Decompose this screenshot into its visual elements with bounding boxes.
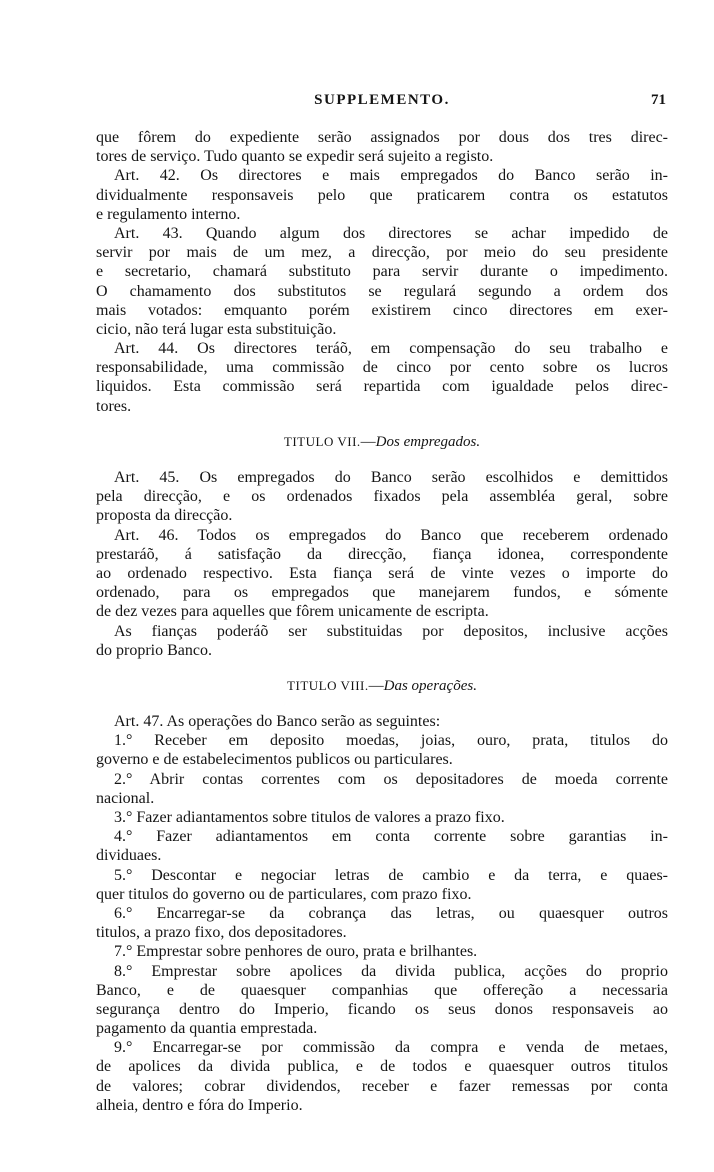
section-title — [96, 432, 668, 451]
text-line: dividualmente responsaveis pelo que praticarem contra os estatutos — [96, 186, 668, 204]
text-line: As fianças poderáõ ser substituidas por depositos, inclusive acções — [114, 622, 668, 640]
document-body — [96, 128, 668, 1115]
text-line: 9.° Encarregar-se por commissão da compra e venda de metaes, — [114, 1039, 668, 1057]
text-line: pela direcção, e os ordenados fixados pela assembléa geral, sobre — [96, 488, 668, 506]
text-line: pagamento da quantia emprestada. — [96, 1020, 318, 1038]
text-line: de dez vezes para aquelles que fôrem unicamente de escripta. — [96, 603, 489, 621]
text-line: ordenado, para os empregados que manejarem fundos, e sómente — [96, 584, 668, 602]
text-line: prestaráõ, á satisfação da direcção, fiança idonea, correspondente — [96, 545, 668, 563]
text-line: titulos, a prazo fixo, dos depositadores. — [96, 924, 347, 942]
text-line: governo e de estabelecimentos publicos ou particulares. — [96, 751, 453, 769]
text-line: Art. 46. Todos os empregados do Banco que receberem ordenado — [114, 526, 668, 544]
text-line: O chamamento dos substitutos se regulará segundo a ordem dos — [96, 282, 668, 300]
text-line: 8.° Emprestar sobre apolices da divida publica, acções do proprio — [114, 962, 668, 980]
text-line: de valores; cobrar dividendos, receber e fazer remessas por conta — [96, 1077, 668, 1095]
text-line: servir por mais de um mez, a direcção, por meio do seu presidente — [96, 244, 668, 262]
text-line: segurança dentro do Imperio, ficando os seus donos responsaveis ao — [96, 1000, 668, 1018]
page-number: 71 — [651, 92, 666, 108]
text-line: e regulamento interno. — [96, 205, 241, 223]
text-line: do proprio Banco. — [96, 641, 212, 659]
text-line: que fôrem do expediente serão assignados por dous dos tres direc- — [96, 129, 668, 146]
section-dash: — — [368, 677, 384, 694]
text-line: 5.° Descontar e negociar letras de cambio e da terra, e quaes- — [114, 866, 668, 884]
text-line: proposta da direcção. — [96, 507, 233, 525]
text-line: 2.° Abrir contas correntes com os depositadores de moeda corrente — [114, 770, 668, 788]
text-line: Art. 42. Os directores e mais empregados do Banco serão in- — [114, 167, 668, 185]
text-line: responsabilidade, uma commissão de cinco por cento sobre os lucros — [96, 359, 668, 377]
text-line: tores de serviço. Tudo quanto se expedir será sujeito a registo. — [96, 148, 494, 166]
text-line: Art. 47. As operações do Banco serão as seguintes: — [114, 713, 441, 731]
text-line: nacional. — [96, 789, 155, 807]
text-line: 7.° Emprestar sobre penhores de ouro, prata e brilhantes. — [114, 943, 478, 961]
text-line: 6.° Encarregar-se da cobrança das letras, ou quaesquer outros — [114, 904, 668, 922]
section-number: TITULO VII. — [283, 433, 361, 449]
text-line: de apolices da divida publica, e de todos e quaesquer outros titulos — [96, 1058, 668, 1076]
running-title: SUPPLEMENTO. — [314, 92, 450, 108]
text-line: mais votados: emquanto porém existirem cinco directores em exer- — [96, 301, 668, 319]
section-title — [96, 676, 668, 695]
text-line: alheia, dentro e fóra do Imperio. — [96, 1096, 303, 1114]
section-name: Dos empregados. — [375, 433, 481, 450]
text-line: Art. 45. Os empregados do Banco serão escolhidos e demittidos — [114, 469, 668, 486]
text-line: liquidos. Esta commissão será repartida com igualdade pelos direc- — [96, 378, 668, 396]
text-line: 1.° Receber em deposito moedas, joias, ouro, prata, titulos do — [114, 732, 668, 750]
section-name: Das operações. — [383, 677, 477, 694]
text-line: e secretario, chamará substituto para servir durante o impedimento. — [96, 263, 668, 281]
text-line: 4.° Fazer adiantamentos em conta corrente sobre garantias in- — [114, 828, 668, 846]
text-line: cicio, não terá lugar esta substituição. — [96, 320, 337, 338]
section-number: TITULO VIII. — [287, 677, 369, 693]
text-line: Banco, e de quaesquer companhias que offereção a necessaria — [96, 981, 668, 999]
section-dash: — — [360, 433, 376, 450]
text-line: tores. — [96, 397, 132, 415]
text-line: quer titulos do governo ou de particulares, com prazo fixo. — [96, 885, 472, 903]
text-line: 3.° Fazer adiantamentos sobre titulos de valores a prazo fixo. — [114, 809, 505, 826]
text-line: ao ordenado respectivo. Esta fiança será de vinte vezes o importe do — [96, 564, 668, 582]
text-line: Art. 43. Quando algum dos directores se achar impedido de — [114, 224, 668, 242]
text-line: dividuaes. — [96, 847, 162, 865]
page-header — [96, 89, 668, 111]
text-line: Art. 44. Os directores teráõ, em compensação do seu trabalho e — [114, 340, 668, 358]
